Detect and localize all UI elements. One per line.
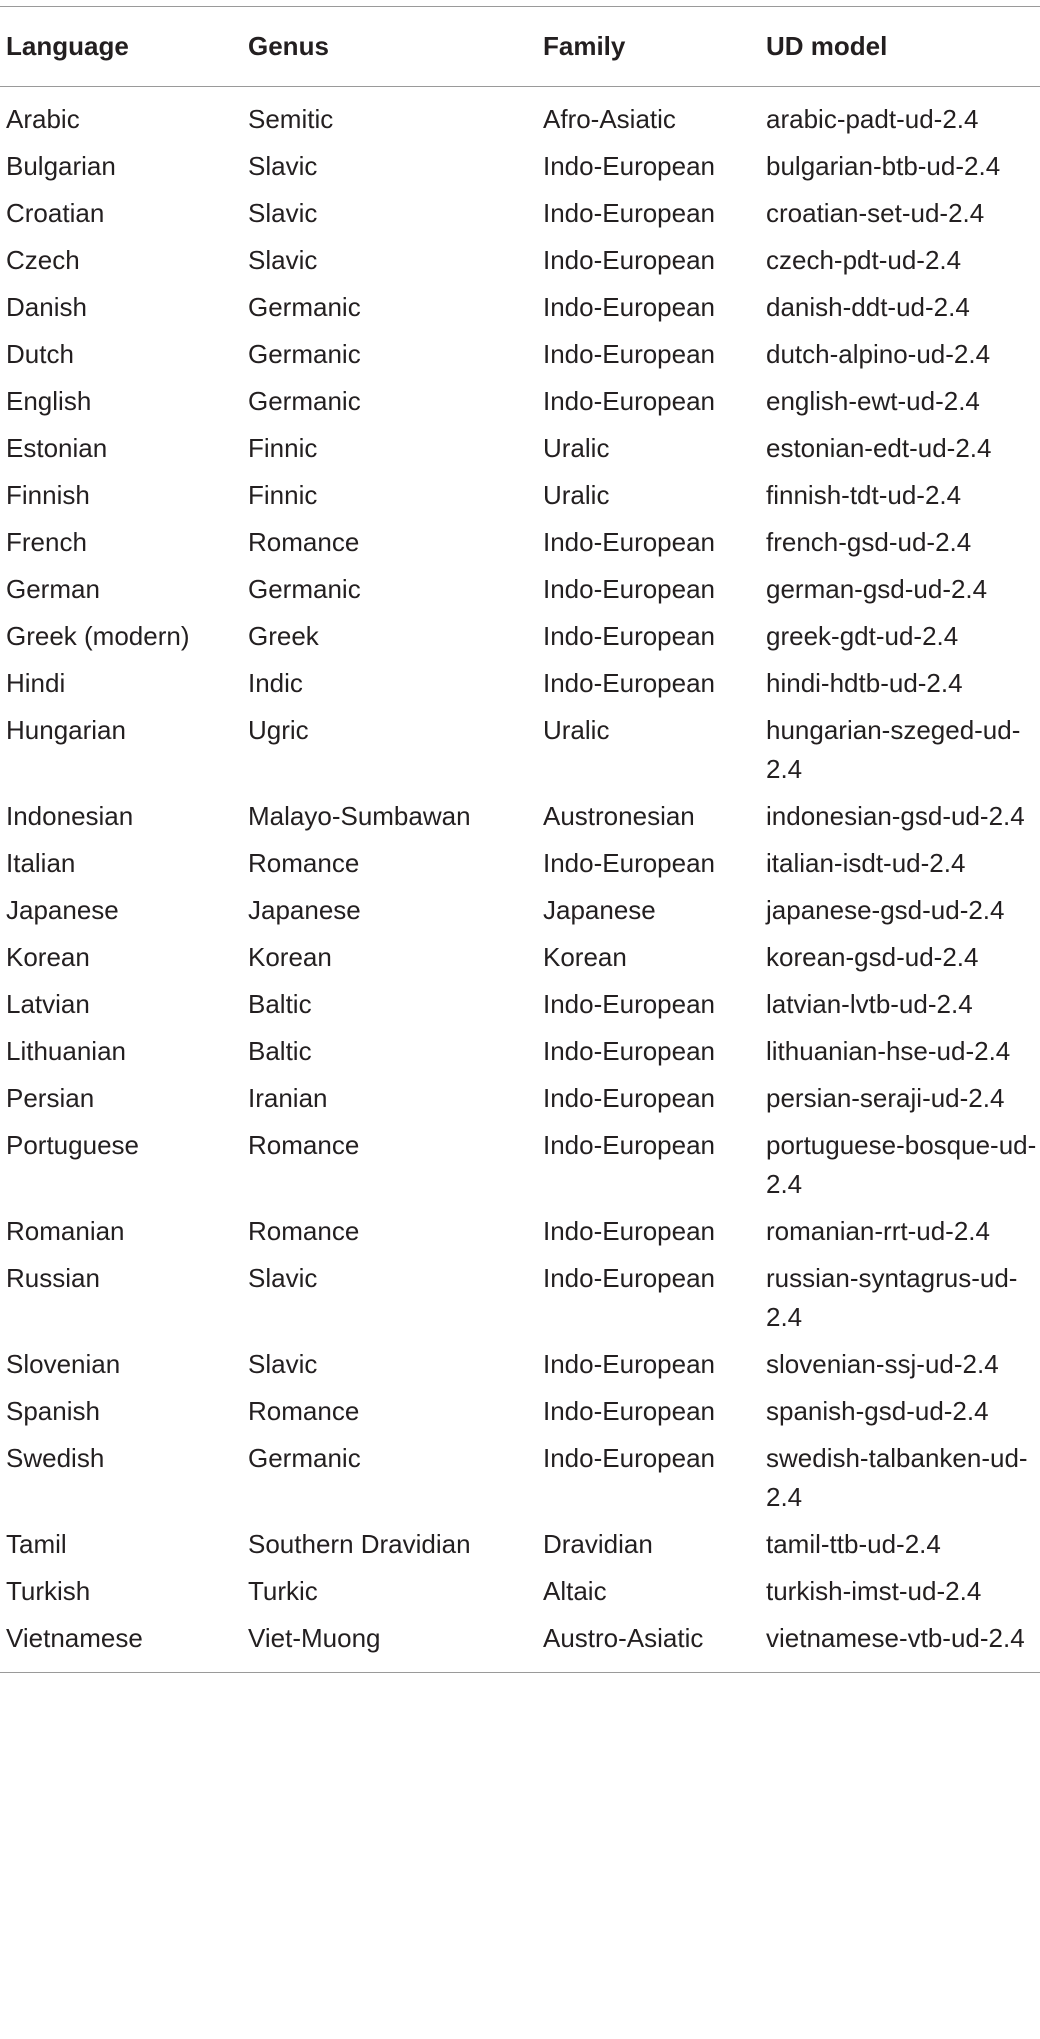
cell-genus: Viet-Muong (248, 1623, 381, 1653)
cell-language: Turkish (6, 1576, 91, 1606)
cell-ud-model: czech-pdt-ud-2.4 (766, 245, 962, 275)
cell-family: Indo-European (543, 1443, 716, 1473)
cell-ud-model: spanish-gsd-ud-2.4 (766, 1396, 989, 1426)
cell-ud-model: hungarian-szeged-ud-2.4 (766, 715, 1021, 784)
cell-genus: Korean (248, 942, 332, 972)
cell-genus: Germanic (248, 1443, 361, 1473)
table-row (0, 1079, 1040, 1126)
cell-genus: Slavic (248, 1349, 318, 1379)
cell-language: Tamil (6, 1529, 67, 1559)
table-row (0, 288, 1040, 335)
cell-family: Indo-European (543, 198, 716, 228)
cell-family: Indo-European (543, 1396, 716, 1426)
cell-family: Uralic (543, 480, 610, 510)
cell-genus: Finnic (248, 480, 318, 510)
table-row (0, 1212, 1040, 1259)
cell-genus: Baltic (248, 989, 312, 1019)
cell-family: Indo-European (543, 1036, 716, 1066)
cell-ud-model: indonesian-gsd-ud-2.4 (766, 801, 1025, 831)
cell-family: Indo-European (543, 339, 716, 369)
cell-language: Latvian (6, 989, 90, 1019)
cell-family: Indo-European (543, 574, 716, 604)
cell-language: Finnish (6, 480, 90, 510)
cell-ud-model: arabic-padt-ud-2.4 (766, 104, 979, 134)
cell-family: Altaic (543, 1576, 607, 1606)
table-row (0, 1572, 1040, 1619)
cell-family: Dravidian (543, 1529, 653, 1559)
table-row (0, 985, 1040, 1032)
cell-language: Croatian (6, 198, 105, 228)
cell-genus: Germanic (248, 292, 361, 322)
cell-ud-model: latvian-lvtb-ud-2.4 (766, 989, 973, 1019)
cell-language: Slovenian (6, 1349, 121, 1379)
cell-family: Indo-European (543, 621, 716, 651)
cell-genus: Iranian (248, 1083, 328, 1113)
table-row (0, 476, 1040, 523)
table-row (0, 335, 1040, 382)
table-row (0, 664, 1040, 711)
cell-ud-model: estonian-edt-ud-2.4 (766, 433, 992, 463)
cell-ud-model: turkish-imst-ud-2.4 (766, 1576, 982, 1606)
cell-language: Bulgarian (6, 151, 116, 181)
table-row (0, 1439, 1040, 1525)
cell-genus: Turkic (248, 1576, 318, 1606)
cell-genus: Japanese (248, 895, 361, 925)
cell-genus: Indic (248, 668, 303, 698)
cell-ud-model: french-gsd-ud-2.4 (766, 527, 972, 557)
header-family: Family (543, 31, 626, 61)
table-body (0, 87, 1040, 1673)
cell-language: Vietnamese (6, 1623, 143, 1653)
table-row (0, 844, 1040, 891)
table-row (0, 147, 1040, 194)
table-header (0, 7, 1040, 87)
cell-family: Japanese (543, 895, 656, 925)
table-row (0, 1619, 1040, 1672)
table-row (0, 1392, 1040, 1439)
cell-family: Korean (543, 942, 627, 972)
cell-ud-model: persian-seraji-ud-2.4 (766, 1083, 1005, 1113)
cell-family: Austro-Asiatic (543, 1623, 704, 1653)
bottom-rule (0, 1672, 1040, 1673)
cell-language: Portuguese (6, 1130, 139, 1160)
table-row (0, 1345, 1040, 1392)
cell-genus: Ugric (248, 715, 309, 745)
table-row (0, 891, 1040, 938)
cell-ud-model: hindi-hdtb-ud-2.4 (766, 668, 963, 698)
cell-language: Estonian (6, 433, 108, 463)
cell-family: Austronesian (543, 801, 695, 831)
cell-language: Swedish (6, 1443, 105, 1473)
cell-genus: Semitic (248, 104, 334, 134)
cell-ud-model: romanian-rrt-ud-2.4 (766, 1216, 990, 1246)
cell-family: Indo-European (543, 1083, 716, 1113)
cell-ud-model: slovenian-ssj-ud-2.4 (766, 1349, 999, 1379)
cell-ud-model: portuguese-bosque-ud-2.4 (766, 1130, 1037, 1199)
table-row (0, 1259, 1040, 1345)
cell-family: Indo-European (543, 292, 716, 322)
cell-family: Indo-European (543, 245, 716, 275)
cell-language: Spanish (6, 1396, 100, 1426)
cell-family: Indo-European (543, 848, 716, 878)
cell-genus: Malayo-Sumbawan (248, 801, 471, 831)
cell-language: Czech (6, 245, 80, 275)
cell-ud-model: tamil-ttb-ud-2.4 (766, 1529, 941, 1559)
table-row (0, 711, 1040, 797)
cell-ud-model: russian-syntagrus-ud-2.4 (766, 1263, 1018, 1332)
cell-language: Danish (6, 292, 87, 322)
cell-language: Lithuanian (6, 1036, 126, 1066)
cell-genus: Germanic (248, 339, 361, 369)
cell-language: English (6, 386, 92, 416)
cell-family: Uralic (543, 715, 610, 745)
cell-genus: Slavic (248, 1263, 318, 1293)
cell-genus: Slavic (248, 245, 318, 275)
header-language: Language (6, 31, 129, 61)
cell-family: Indo-European (543, 527, 716, 557)
table-row (0, 570, 1040, 617)
table-row (0, 241, 1040, 288)
cell-genus: Slavic (248, 151, 318, 181)
cell-language: Hungarian (6, 715, 126, 745)
cell-family: Indo-European (543, 989, 716, 1019)
cell-genus: Greek (248, 621, 319, 651)
cell-ud-model: dutch-alpino-ud-2.4 (766, 339, 991, 369)
cell-ud-model: swedish-talbanken-ud-2.4 (766, 1443, 1028, 1512)
cell-language: Indonesian (6, 801, 134, 831)
header-genus: Genus (248, 31, 329, 61)
cell-ud-model: lithuanian-hse-ud-2.4 (766, 1036, 1011, 1066)
header-row (0, 7, 1040, 87)
cell-language: Dutch (6, 339, 74, 369)
cell-ud-model: italian-isdt-ud-2.4 (766, 848, 966, 878)
cell-ud-model: danish-ddt-ud-2.4 (766, 292, 970, 322)
cell-language: Korean (6, 942, 90, 972)
header-ud-model: UD model (766, 31, 888, 61)
cell-ud-model: greek-gdt-ud-2.4 (766, 621, 959, 651)
cell-genus: Romance (248, 848, 360, 878)
cell-family: Afro-Asiatic (543, 104, 676, 134)
cell-ud-model: english-ewt-ud-2.4 (766, 386, 980, 416)
table-row (0, 194, 1040, 241)
cell-genus: Germanic (248, 386, 361, 416)
cell-genus: Finnic (248, 433, 318, 463)
cell-genus: Romance (248, 1130, 360, 1160)
table-row (0, 797, 1040, 844)
cell-family: Indo-European (543, 668, 716, 698)
cell-family: Uralic (543, 433, 610, 463)
cell-language: Persian (6, 1083, 95, 1113)
cell-language: Japanese (6, 895, 119, 925)
language-table (0, 7, 1040, 1672)
cell-family: Indo-European (543, 1216, 716, 1246)
cell-genus: Southern Dravidian (248, 1529, 471, 1559)
cell-genus: Slavic (248, 198, 318, 228)
cell-family: Indo-European (543, 151, 716, 181)
table-row (0, 1126, 1040, 1212)
cell-family: Indo-European (543, 386, 716, 416)
cell-language: Arabic (6, 104, 80, 134)
cell-family: Indo-European (543, 1263, 716, 1293)
table-row (0, 938, 1040, 985)
table-row (0, 87, 1040, 148)
table-row (0, 429, 1040, 476)
cell-genus: Romance (248, 1396, 360, 1426)
cell-genus: Germanic (248, 574, 361, 604)
cell-language: Greek (modern) (6, 621, 190, 651)
cell-language: Romanian (6, 1216, 125, 1246)
cell-ud-model: japanese-gsd-ud-2.4 (766, 895, 1005, 925)
cell-ud-model: finnish-tdt-ud-2.4 (766, 480, 962, 510)
cell-ud-model: vietnamese-vtb-ud-2.4 (766, 1623, 1025, 1653)
cell-language: French (6, 527, 87, 557)
cell-language: German (6, 574, 100, 604)
cell-family: Indo-European (543, 1349, 716, 1379)
cell-language: Russian (6, 1263, 100, 1293)
cell-ud-model: bulgarian-btb-ud-2.4 (766, 151, 1001, 181)
cell-genus: Romance (248, 527, 360, 557)
cell-ud-model: german-gsd-ud-2.4 (766, 574, 988, 604)
table-row (0, 382, 1040, 429)
cell-language: Hindi (6, 668, 66, 698)
table-row (0, 523, 1040, 570)
cell-language: Italian (6, 848, 76, 878)
table-row (0, 1032, 1040, 1079)
cell-family: Indo-European (543, 1130, 716, 1160)
cell-ud-model: korean-gsd-ud-2.4 (766, 942, 979, 972)
cell-genus: Romance (248, 1216, 360, 1246)
table-row (0, 617, 1040, 664)
table-row (0, 1525, 1040, 1572)
cell-ud-model: croatian-set-ud-2.4 (766, 198, 985, 228)
cell-genus: Baltic (248, 1036, 312, 1066)
